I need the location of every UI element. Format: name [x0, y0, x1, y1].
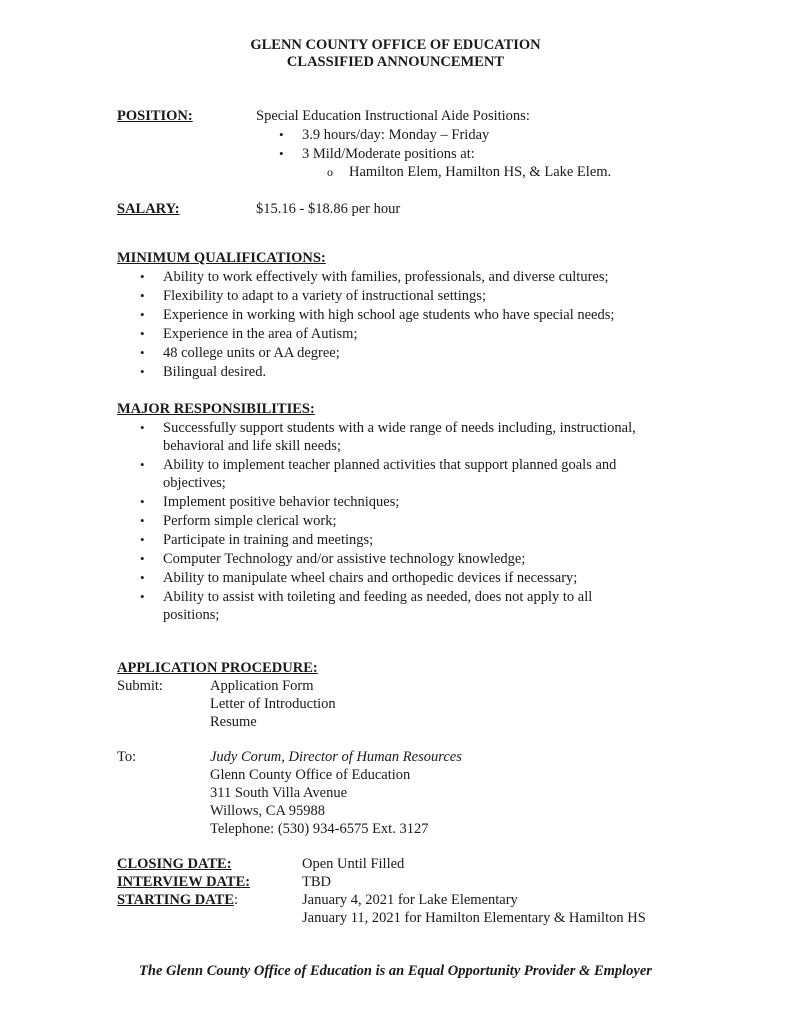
list-item-continued: positions;: [163, 607, 220, 623]
salary-label: SALARY:: [117, 201, 180, 217]
list-item: • Computer Technology and/or assistive technology knowledge;: [163, 550, 525, 568]
list-item: • Ability to assist with toileting and feeding as needed, does not apply to all: [163, 588, 592, 606]
header-subtitle: CLASSIFIED ANNOUNCEMENT: [286, 54, 505, 70]
list-item-continued: objectives;: [163, 475, 226, 491]
contact-city: Willows, CA 95988: [210, 803, 326, 819]
submit-item: Application Form: [210, 678, 314, 694]
submit-item: Letter of Introduction: [210, 696, 336, 712]
list-item: • Experience in the area of Autism;: [163, 325, 357, 343]
contact-name: Judy Corum, Director of Human Resources: [210, 749, 462, 765]
to-label: To:: [117, 749, 137, 765]
position-bullet-positions: • 3 Mild/Moderate positions at:: [302, 145, 475, 163]
list-item: • Participate in training and meetings;: [163, 531, 373, 549]
contact-street: 311 South Villa Avenue: [210, 785, 348, 801]
list-item: • Ability to implement teacher planned activities that support planned goals and: [163, 456, 616, 474]
contact-org: Glenn County Office of Education: [210, 767, 411, 783]
starting-date-label-wrap: [117, 891, 238, 909]
starting-date-hamilton: January 11, 2021 for Hamilton Elementary & Hamilton HS: [302, 910, 646, 926]
position-label: POSITION:: [117, 108, 193, 124]
position-title: Special Education Instructional Aide Positions:: [256, 108, 530, 124]
application-heading: APPLICATION PROCEDURE:: [117, 660, 318, 676]
header-title: GLENN COUNTY OFFICE OF EDUCATION: [250, 37, 541, 53]
list-item: • Bilingual desired.: [163, 363, 266, 381]
qualifications-heading: MINIMUM QUALIFICATIONS:: [117, 250, 326, 266]
list-item: • Perform simple clerical work;: [163, 512, 337, 530]
interview-date-value: TBD: [302, 874, 331, 890]
position-bullet-hours: • 3.9 hours/day: Monday – Friday: [302, 126, 489, 144]
list-item-continued: behavioral and life skill needs;: [163, 438, 341, 454]
list-item: • 48 college units or AA degree;: [163, 344, 340, 362]
starting-date-lake: January 4, 2021 for Lake Elementary: [302, 892, 518, 908]
equal-opportunity-statement: The Glenn County Office of Education is an Equal Opportunity Provider & Employer: [139, 963, 652, 979]
contact-phone: Telephone: (530) 934-6575 Ext. 3127: [210, 821, 429, 837]
submit-label: Submit:: [117, 678, 163, 694]
position-sub-locations: o Hamilton Elem, Hamilton HS, & Lake Elem.: [349, 163, 611, 181]
interview-date-label: INTERVIEW DATE:: [117, 874, 251, 890]
starting-date-label: STARTING DATE: [117, 892, 234, 908]
starting-date-colon: :: [234, 892, 239, 908]
closing-date-value: Open Until Filled: [302, 856, 405, 872]
list-item: • Ability to work effectively with families, professionals, and diverse cultures;: [163, 268, 609, 286]
list-item: • Experience in working with high school age students who have special needs;: [163, 306, 614, 324]
closing-date-label: CLOSING DATE:: [117, 856, 232, 872]
list-item: • Ability to manipulate wheel chairs and orthopedic devices if necessary;: [163, 569, 577, 587]
list-item: • Implement positive behavior techniques;: [163, 493, 399, 511]
list-item: • Successfully support students with a wide range of needs including, instructional,: [163, 419, 636, 437]
salary-value: $15.16 - $18.86 per hour: [256, 201, 401, 217]
list-item: • Flexibility to adapt to a variety of instructional settings;: [163, 287, 486, 305]
submit-item: Resume: [210, 714, 257, 730]
responsibilities-heading: MAJOR RESPONSIBILITIES:: [117, 401, 315, 417]
